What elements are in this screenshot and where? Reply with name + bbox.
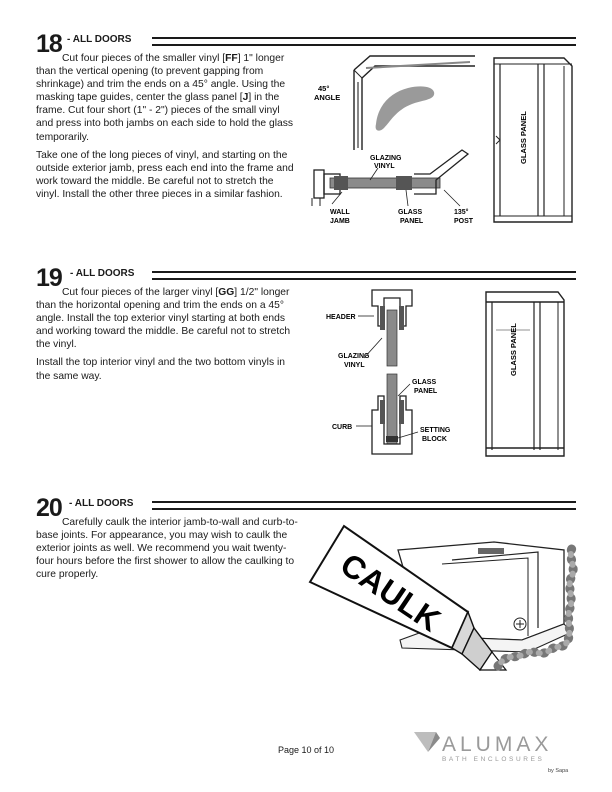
glazing-vinyl-label: GLAZING (338, 353, 370, 360)
brand-byline: by Sapa (548, 768, 569, 774)
brand-name: ALUMAX (442, 733, 553, 756)
glass-panel-label: PANEL (414, 388, 438, 395)
wall-jamb-label: WALL (330, 209, 350, 216)
step-number: 19 (36, 264, 62, 292)
post-label: POST (454, 218, 474, 225)
setting-block-label: BLOCK (422, 436, 447, 443)
step-text (36, 52, 298, 206)
step-title: - ALL DOORS (70, 268, 135, 279)
paragraph: Cut four pieces of the larger vinyl [GG] 1/2" longer than the horizontal opening and trim the ends on a 45° angle. Install the top exterior vinyl starting at both ends and working toward the middle. Be careful not to stretch the vinyl. (36, 287, 291, 351)
glass-panel-label: PANEL (400, 218, 424, 225)
header-rule (152, 37, 576, 46)
step-title: - ALL DOORS (69, 498, 134, 509)
step-text (36, 286, 298, 388)
glass-panel-label: GLASS (412, 379, 437, 386)
header-rule (152, 271, 576, 280)
glazing-vinyl-label: GLAZING (370, 155, 402, 162)
angle-label: ANGLE (314, 93, 341, 102)
angle-label: 45° (318, 84, 330, 93)
caulk-label: CAULK (334, 545, 448, 639)
shower-panel-illustration (490, 56, 580, 226)
glazing-vinyl-label: VINYL (374, 163, 395, 170)
page-number: Page 10 of 10 (277, 745, 335, 755)
step-text (36, 516, 298, 586)
wall-jamb-label: JAMB (330, 218, 350, 225)
paragraph: Cut four pieces of the smaller vinyl [FF] 1" longer than the vertical opening (to prevent gapping from shrinkage) and trim the ends on a 45° angle. Using the masking tape guides, center the glass panel [J] in the frame. Cut four short (1" - 2") pieces of the small vinyl and press into both jambs on each side to hold the glass temporarily. (36, 53, 294, 143)
step-number: 20 (36, 494, 62, 522)
logo-mark-icon (412, 726, 572, 776)
paragraph: Install the top interior vinyl and the two bottom vinyls in the same way. (36, 357, 285, 382)
curb-label: CURB (332, 424, 353, 431)
post-label: 135° (454, 209, 469, 216)
header-label: HEADER (326, 314, 356, 321)
header-curb-section-illustration (326, 286, 476, 458)
paragraph: Carefully caulk the interior jamb-to-wall and curb-to-base joints. For appearance, you may wish to caulk the exterior joints as well. We recommend you wait twenty-four hours before the first shower to allow the caulking to cure properly. (36, 517, 298, 581)
step-title: - ALL DOORS (67, 34, 132, 45)
caulk-illustration (302, 520, 578, 690)
alumax-logo (412, 726, 572, 776)
jamb-section-illustration (310, 148, 485, 230)
setting-block-label: SETTING (420, 427, 451, 434)
brand-tagline: BATH ENCLOSURES (442, 756, 545, 763)
glass-panel-label: GLASS (398, 209, 423, 216)
glass-panel-label: GLASS PANEL (509, 323, 518, 376)
header-rule (152, 501, 576, 510)
shower-panel-illustration (482, 290, 572, 460)
paragraph: Take one of the long pieces of vinyl, and starting on the outside exterior jamb, press each end into the frame and work toward the middle. Be careful not to stretch the vinyl. Install the other three pieces in a similar fashion. (36, 149, 294, 200)
vinyl-angle-illustration (310, 52, 475, 152)
glass-panel-label: GLASS PANEL (519, 111, 528, 164)
step-number: 18 (36, 30, 62, 58)
glazing-vinyl-label: VINYL (344, 362, 365, 369)
